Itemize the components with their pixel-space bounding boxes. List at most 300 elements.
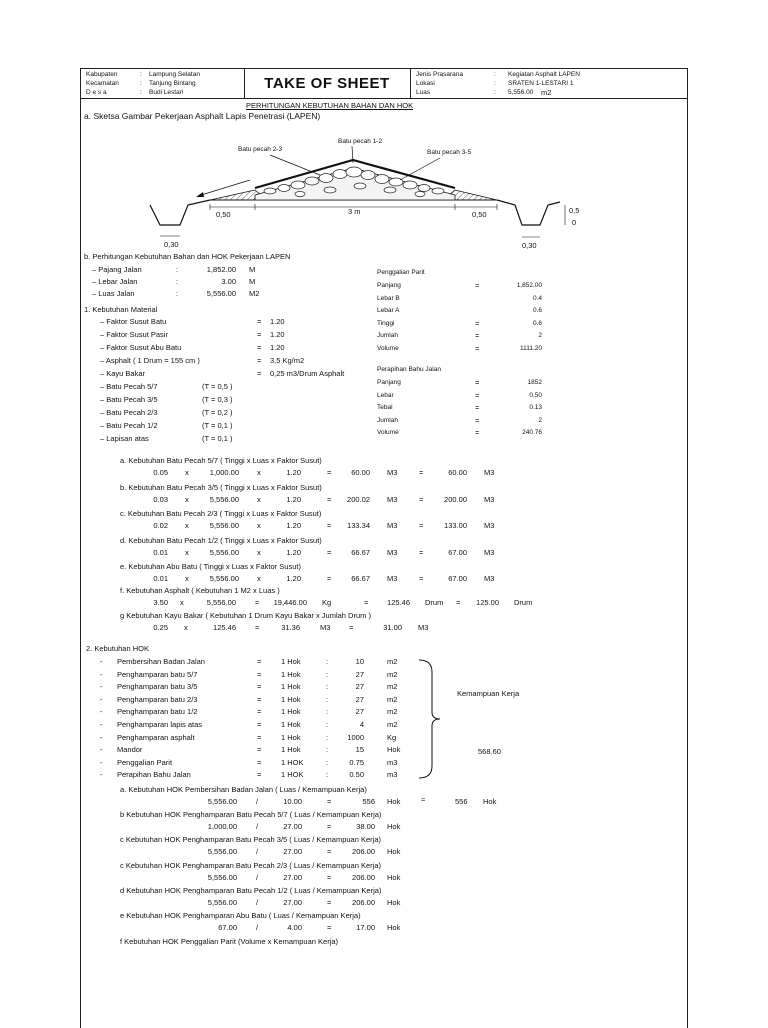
hok-eq: = bbox=[257, 770, 262, 780]
calc-value: 67.00 bbox=[448, 547, 467, 557]
parit-heading: Penggalian Parit bbox=[377, 269, 425, 276]
calc-symbol: x bbox=[184, 623, 188, 632]
calc-value: 200.02 bbox=[347, 494, 370, 504]
calc-symbol: M3 bbox=[484, 547, 495, 557]
hok-calc-symbol: / bbox=[256, 847, 259, 857]
hok-dash: - bbox=[100, 720, 103, 729]
hok-unit: 1 Hok bbox=[281, 682, 301, 692]
hok-dash: - bbox=[100, 732, 103, 742]
calc-symbol: = bbox=[364, 598, 369, 607]
calc-value: 200.00 bbox=[444, 494, 467, 504]
material-label: – Batu Pecah 5/7 bbox=[100, 382, 158, 391]
calc-symbol: x bbox=[257, 494, 261, 504]
hok-label: Penghamparan asphalt bbox=[117, 732, 195, 742]
material-label: – Lapisan atas bbox=[100, 434, 149, 443]
header-colon: : bbox=[494, 71, 496, 78]
hok-dash: - bbox=[100, 694, 103, 704]
calc-heading: g Kebutuhan Kayu Bakar ( Kebutuhan 1 Drum Kayu Bakar x Jumlah Drum ) bbox=[120, 611, 371, 620]
dimension-label: – Lebar Jalan bbox=[92, 277, 138, 286]
calc-symbol: = bbox=[255, 623, 260, 632]
hok-calc-value: 556 bbox=[362, 797, 375, 806]
material-value: 1.20 bbox=[270, 330, 285, 339]
calc-symbol: = bbox=[419, 547, 424, 557]
hok-colon: : bbox=[326, 694, 329, 704]
calc-symbol: = bbox=[419, 494, 424, 504]
calc-value: 1.20 bbox=[286, 547, 301, 557]
hok-calc-value: 5,556.00 bbox=[207, 797, 237, 806]
approx-symbol: ≈ bbox=[421, 795, 426, 804]
material-label: – Kayu Bakar bbox=[100, 369, 146, 378]
material-label: – Batu Pecah 2/3 bbox=[100, 408, 158, 417]
dimension-colon: : bbox=[176, 277, 179, 286]
hok-unit: 1 Hok bbox=[281, 694, 301, 704]
dimension-label: – Luas Jalan bbox=[92, 289, 135, 298]
parit-value: 0.6 bbox=[532, 307, 542, 314]
material-value: 0,25 m3/Drum Asphalt bbox=[270, 369, 345, 378]
hok-unit: 1 Hok bbox=[281, 707, 301, 717]
calc-symbol: M3 bbox=[484, 521, 495, 530]
dimension-value: 5,556.00 bbox=[206, 289, 236, 298]
calc-symbol: M3 bbox=[387, 521, 398, 530]
calc-symbol: x bbox=[185, 521, 189, 530]
hok-capacity: 27 bbox=[355, 707, 364, 717]
hok-calc-value: 556 bbox=[455, 797, 468, 806]
hok-calc-value: 5,556.00 bbox=[207, 847, 237, 857]
hok-calc-symbol: = bbox=[327, 847, 332, 857]
hok-calc-value: 27.00 bbox=[283, 897, 302, 907]
bahu-value: 1852 bbox=[527, 379, 542, 386]
hok-eq: = bbox=[257, 669, 262, 679]
parit-label: Lebar A bbox=[377, 307, 400, 314]
hok-calc-value: 206.00 bbox=[352, 897, 375, 907]
header-colon: : bbox=[140, 71, 142, 78]
header-left-label: Kabupaten bbox=[86, 71, 118, 78]
bahu-value: 240.76 bbox=[522, 429, 542, 436]
hok-calc-value: 5,556.00 bbox=[207, 872, 237, 882]
hok-capacity: 4 bbox=[359, 720, 364, 729]
parit-label: Lebar B bbox=[377, 294, 400, 302]
shoulder-left bbox=[210, 190, 262, 200]
calc-symbol: = bbox=[327, 494, 332, 504]
hok-colon: : bbox=[326, 707, 329, 717]
hok-heading: 2. Kebutuhan HOK bbox=[86, 644, 149, 653]
calc-value: 1.20 bbox=[286, 521, 301, 530]
header-left-value: Lampung Selatan bbox=[149, 71, 200, 78]
dimension-value: 1,852.00 bbox=[206, 265, 236, 274]
calc-value: 133.00 bbox=[444, 521, 467, 530]
header-right-label: Lokasi bbox=[416, 80, 435, 87]
calc-symbol: x bbox=[257, 468, 261, 477]
header-right-value: 5,556.00 bbox=[508, 89, 534, 96]
hok-unit: 1 Hok bbox=[281, 669, 301, 679]
header-right-label: Luas bbox=[416, 89, 431, 96]
calc-value: 125.46 bbox=[213, 623, 236, 632]
hok-calc-heading: e Kebutuhan HOK Penghamparan Abu Batu ( Luas / Kemampuan Kerja) bbox=[120, 911, 361, 920]
calc-value: 19,446.00 bbox=[273, 598, 307, 607]
calc-value: 60.00 bbox=[351, 468, 370, 477]
hok-calc-symbol: = bbox=[327, 923, 332, 932]
calc-symbol: x bbox=[257, 574, 261, 583]
calc-value: 5,556.00 bbox=[209, 574, 239, 583]
hok-calc-value: 206.00 bbox=[352, 872, 375, 882]
dimension-colon: : bbox=[176, 289, 179, 298]
calc-value: 125.46 bbox=[387, 598, 410, 607]
hok-capacity: 10 bbox=[355, 657, 364, 666]
calc-value: 0.25 bbox=[153, 623, 168, 632]
hok-calc-value: 4.00 bbox=[287, 923, 302, 932]
section-b-heading: b. Perhitungan Kebutuhan Bahan dan HOK Pekerjaan LAPEN bbox=[84, 252, 291, 261]
material-value: 1.20 bbox=[270, 317, 285, 326]
hok-calc-heading: c Kebutuhan HOK Penghamparan Batu Pecah 2/3 ( Luas / Kemampuan Kerja) bbox=[120, 860, 381, 870]
hok-colon: : bbox=[326, 757, 329, 767]
calc-symbol: M3 bbox=[387, 468, 398, 477]
calc-symbol: = bbox=[456, 598, 461, 607]
hok-dash: - bbox=[100, 707, 103, 717]
calc-symbol: Drum bbox=[514, 598, 533, 607]
material-value: 3,5 Kg/m2 bbox=[270, 356, 305, 365]
hok-capacity-unit: m2 bbox=[387, 669, 398, 679]
parit-label: Tinggi bbox=[377, 319, 395, 327]
header-right-value: Kegiatan Asphalt LAPEN bbox=[508, 71, 580, 78]
calc-symbol: = bbox=[327, 547, 332, 557]
hok-capacity-unit: m3 bbox=[387, 770, 398, 780]
hok-unit: 1 HOK bbox=[281, 770, 304, 780]
hok-capacity: 1000 bbox=[347, 732, 364, 742]
calc-heading: c. Kebutuhan Batu Pecah 2/3 ( Tinggi x Luas x Faktor Susut) bbox=[120, 509, 322, 518]
calc-symbol: = bbox=[327, 574, 332, 583]
hok-calc-unit: Hok bbox=[483, 797, 497, 806]
hok-colon: : bbox=[326, 682, 329, 692]
hok-calc-symbol: Hok bbox=[387, 797, 401, 806]
hok-unit: 1 Hok bbox=[281, 745, 301, 755]
calc-value: 5,556.00 bbox=[209, 547, 239, 557]
leader-batu-3-5 bbox=[400, 158, 440, 180]
bahu-heading: Perapihan Bahu Jalan bbox=[377, 366, 441, 373]
calc-symbol: = bbox=[419, 521, 424, 530]
hok-capacity-unit: m2 bbox=[387, 707, 398, 717]
calc-value: 66.67 bbox=[351, 574, 370, 583]
header-colon: : bbox=[140, 89, 142, 96]
bahu-eq: = bbox=[475, 378, 480, 387]
calc-symbol: M3 bbox=[484, 494, 495, 504]
slope-arrow-head bbox=[196, 192, 204, 197]
hok-calc-value: 206.00 bbox=[352, 847, 375, 857]
bahu-label: Panjang bbox=[377, 379, 401, 386]
hok-calc-symbol: = bbox=[327, 897, 332, 907]
calc-symbol: = bbox=[349, 623, 354, 632]
parit-label: Panjang bbox=[377, 282, 401, 289]
calc-symbol: x bbox=[185, 547, 189, 557]
calc-symbol: M3 bbox=[387, 574, 398, 583]
hok-label: Penghamparan batu 3/5 bbox=[117, 682, 198, 692]
hok-calc-heading: c Kebutuhan HOK Penghamparan Batu Pecah 3/5 ( Luas / Kemampuan Kerja) bbox=[120, 835, 381, 845]
hok-capacity-unit: m2 bbox=[387, 682, 398, 692]
parit-label: Jumlah bbox=[377, 332, 398, 339]
dim-3m: 3 m bbox=[348, 207, 361, 216]
parit-value: 1,852.00 bbox=[516, 282, 542, 289]
hok-capacity-unit: Hok bbox=[387, 745, 401, 755]
hok-dash: - bbox=[100, 745, 103, 755]
hok-label: Perapihan Bahu Jalan bbox=[117, 770, 191, 780]
calc-symbol: Drum bbox=[425, 598, 444, 607]
calc-symbol: x bbox=[180, 598, 184, 607]
hok-unit: 1 Hok bbox=[281, 657, 301, 666]
material-thickness: (T = 0,5 ) bbox=[202, 382, 233, 391]
calc-heading: a. Kebutuhan Batu Pecah 5/7 ( Tinggi x Luas x Faktor Susut) bbox=[120, 456, 322, 465]
dimension-value: 3.00 bbox=[221, 277, 236, 286]
material-label: – Faktor Susut Batu bbox=[100, 317, 167, 326]
calc-heading: b. Kebutuhan Batu Pecah 3/5 ( Tinggi x Luas x Faktor Susut) bbox=[120, 482, 322, 492]
hok-calc-symbol: = bbox=[327, 797, 332, 806]
hok-calc-symbol: Hok bbox=[387, 897, 401, 907]
hok-calc-heading: b Kebutuhan HOK Penghamparan Batu Pecah 5/7 ( Luas / Kemampuan Kerja) bbox=[120, 810, 382, 820]
material-heading: 1. Kebutuhan Material bbox=[84, 305, 158, 314]
hok-calc-value: 38.00 bbox=[356, 822, 375, 832]
hok-calc-symbol: = bbox=[327, 872, 332, 882]
hok-calc-value: 27.00 bbox=[283, 872, 302, 882]
calc-symbol: = bbox=[419, 468, 424, 477]
hok-calc-symbol: = bbox=[327, 822, 332, 832]
calc-value: 5,556.00 bbox=[209, 521, 239, 530]
hok-colon: : bbox=[326, 657, 329, 666]
hok-colon: : bbox=[326, 732, 329, 742]
hok-eq: = bbox=[257, 720, 262, 729]
material-label: – Asphalt ( 1 Drum = 155 cm ) bbox=[100, 356, 200, 365]
calc-symbol: M3 bbox=[320, 623, 331, 632]
hok-capacity-unit: Kg bbox=[387, 732, 397, 742]
hok-eq: = bbox=[257, 732, 262, 742]
material-eq: = bbox=[257, 369, 262, 378]
calc-value: 0.02 bbox=[153, 521, 168, 530]
calc-symbol: = bbox=[327, 468, 332, 477]
hok-calc-value: 17.00 bbox=[356, 923, 375, 932]
hok-unit: 1 HOK bbox=[281, 757, 304, 767]
hok-capacity: 27 bbox=[355, 694, 364, 704]
calc-heading: e. Kebutuhan Abu Batu ( Tinggi x Luas x Faktor Susut) bbox=[120, 562, 301, 571]
calc-value: 31.00 bbox=[383, 623, 402, 632]
calc-value: 133.34 bbox=[347, 521, 370, 530]
calc-value: 1,000.00 bbox=[209, 468, 239, 477]
calc-symbol: M3 bbox=[418, 623, 429, 632]
bahu-eq: = bbox=[475, 428, 480, 437]
hok-calc-heading: a. Kebutuhan HOK Pembersihan Badan Jalan ( Luas / Kemampuan Kerja) bbox=[120, 785, 367, 794]
calc-symbol: = bbox=[327, 521, 332, 530]
material-label: – Faktor Susut Pasir bbox=[100, 330, 168, 339]
parit-eq: = bbox=[475, 318, 480, 328]
calc-symbol: M3 bbox=[484, 574, 495, 583]
hok-calc-value: 1,000.00 bbox=[207, 822, 237, 832]
header-right-unit: m2 bbox=[541, 88, 552, 97]
dimension-unit: M bbox=[249, 265, 256, 274]
dim-0-5: 0,5 bbox=[569, 206, 580, 215]
hok-label: Penghamparan batu 1/2 bbox=[117, 707, 198, 717]
hok-colon: : bbox=[326, 770, 329, 780]
parit-eq: = bbox=[475, 343, 480, 353]
calc-symbol: x bbox=[185, 574, 189, 583]
hok-calc-value: 27.00 bbox=[283, 847, 302, 857]
hok-calc-symbol: / bbox=[256, 797, 259, 806]
dimension-colon: : bbox=[176, 265, 179, 274]
hok-eq: = bbox=[257, 757, 262, 767]
calc-value: 5,556.00 bbox=[209, 494, 239, 504]
page-title: TAKE OF SHEET bbox=[264, 75, 390, 92]
hok-calc-symbol: / bbox=[256, 822, 259, 832]
material-label: – Faktor Susut Abu Batu bbox=[100, 343, 182, 352]
label-batu-pecah-2-3: Batu pecah 2-3 bbox=[238, 146, 283, 153]
header-left-value: Budi Lestari bbox=[149, 89, 184, 96]
hok-eq: = bbox=[257, 682, 262, 692]
hok-dash: - bbox=[100, 682, 103, 692]
hok-calc-symbol: Hok bbox=[387, 872, 401, 882]
hok-capacity: 15 bbox=[355, 745, 364, 755]
calc-value: 3.50 bbox=[153, 598, 168, 607]
hok-calc-symbol: / bbox=[256, 897, 259, 907]
material-thickness: (T = 0,2 ) bbox=[202, 408, 233, 417]
calc-heading: f. Kebutuhan Asphalt ( Kebutuhan 1 M2 x Luas ) bbox=[120, 586, 280, 595]
hok-eq: = bbox=[257, 657, 262, 666]
dimension-unit: M2 bbox=[249, 289, 260, 298]
calc-value: 125.00 bbox=[476, 598, 499, 607]
material-thickness: (T = 0,3 ) bbox=[202, 395, 233, 404]
dimension-label: – Pajang Jalan bbox=[92, 265, 142, 274]
header-left-label: D e s a bbox=[86, 89, 107, 96]
hok-label: Penghamparan lapis atas bbox=[117, 720, 203, 729]
dim-0-50-left: 0,50 bbox=[216, 210, 231, 219]
hok-capacity-unit: m2 bbox=[387, 720, 398, 729]
material-eq: = bbox=[257, 317, 262, 326]
header-colon: : bbox=[140, 80, 142, 87]
section-subtitle: PERHITUNGAN KEBUTUHAN BAHAN DAN HOK bbox=[246, 101, 414, 110]
calc-heading: d. Kebutuhan Batu Pecah 1/2 ( Tinggi x Luas x Faktor Susut) bbox=[120, 535, 322, 545]
calc-value: 0.03 bbox=[153, 494, 168, 504]
hok-total: 568.60 bbox=[478, 747, 501, 756]
hok-unit: 1 Hok bbox=[281, 720, 301, 729]
sketch-heading: a. Sketsa Gambar Pekerjaan Asphalt Lapis Penetrasi (LAPEN) bbox=[84, 111, 321, 121]
hok-dash: - bbox=[100, 770, 103, 780]
leader-batu-2-3 bbox=[270, 155, 320, 175]
parit-label: Volume bbox=[377, 344, 399, 352]
hok-label: Penghamparan batu 2/3 bbox=[117, 694, 198, 704]
hok-label: Penghamparan batu 5/7 bbox=[117, 669, 198, 679]
hok-calc-value: 5,556.00 bbox=[207, 897, 237, 907]
calc-value: 0.01 bbox=[153, 547, 168, 557]
ditch-right bbox=[497, 200, 560, 225]
calc-value: 60.00 bbox=[448, 468, 467, 477]
material-label: – Batu Pecah 1/2 bbox=[100, 421, 158, 430]
calc-value: 1.20 bbox=[286, 494, 301, 504]
hok-capacity: 0.75 bbox=[349, 757, 364, 767]
bahu-value: 0.50 bbox=[529, 391, 542, 399]
calc-value: 0.01 bbox=[153, 574, 168, 583]
hok-eq: = bbox=[257, 694, 262, 704]
hok-label: Pembersihan Badan Jalan bbox=[117, 657, 205, 666]
header-left-label: Kecamatan bbox=[86, 80, 119, 87]
header-right-value: SRATEN 1-LESTARI 1 bbox=[508, 80, 574, 87]
calc-value: 1.20 bbox=[286, 468, 301, 477]
bahu-eq: = bbox=[475, 403, 480, 412]
dim-0-50-right: 0,50 bbox=[472, 210, 487, 219]
hok-calc-symbol: Hok bbox=[387, 847, 401, 857]
bahu-eq: = bbox=[475, 390, 480, 400]
parit-value: 2 bbox=[538, 332, 542, 339]
hok-eq: = bbox=[257, 707, 262, 717]
calc-value: 0.05 bbox=[153, 468, 168, 477]
material-thickness: (T = 0,1 ) bbox=[202, 434, 233, 443]
kemampuan-kerja-label: Kemampuan Kerja bbox=[457, 689, 520, 698]
material-eq: = bbox=[257, 330, 262, 339]
hok-label: Mandor bbox=[117, 745, 143, 755]
hok-colon: : bbox=[326, 720, 329, 729]
parit-value: 0.4 bbox=[532, 294, 542, 302]
hok-calc-symbol: Hok bbox=[387, 923, 401, 932]
hok-bracket bbox=[419, 660, 440, 778]
material-thickness: (T = 0,1 ) bbox=[202, 421, 233, 430]
calc-symbol: M3 bbox=[387, 547, 398, 557]
calc-symbol: x bbox=[185, 494, 189, 504]
hok-capacity: 27 bbox=[355, 669, 364, 679]
header-right-label: Jenis Prasarana bbox=[416, 71, 463, 78]
bahu-label: Tebal bbox=[377, 404, 393, 411]
calc-symbol: = bbox=[255, 598, 260, 607]
hok-capacity-unit: m2 bbox=[387, 694, 398, 704]
material-eq: = bbox=[257, 343, 262, 352]
material-eq: = bbox=[257, 356, 262, 365]
hok-colon: : bbox=[326, 669, 329, 679]
hok-capacity: 27 bbox=[355, 682, 364, 692]
header-colon: : bbox=[494, 80, 496, 87]
label-batu-pecah-3-5: Batu pecah 3-5 bbox=[427, 149, 472, 156]
hok-label: Penggalian Parit bbox=[117, 757, 173, 767]
bahu-value: 0.13 bbox=[529, 404, 542, 411]
calc-symbol: Kg bbox=[322, 598, 332, 607]
material-value: 1.20 bbox=[270, 343, 285, 352]
bahu-label: Volume bbox=[377, 429, 399, 436]
calc-symbol: = bbox=[419, 574, 424, 583]
calc-value: 66.67 bbox=[351, 547, 370, 557]
hok-capacity-unit: m3 bbox=[387, 757, 398, 767]
hok-capacity-unit: m2 bbox=[387, 657, 398, 666]
hok-capacity: 0.50 bbox=[349, 770, 364, 780]
calc-value: 1.20 bbox=[286, 574, 301, 583]
hok-dash: - bbox=[100, 669, 103, 679]
ditch-left bbox=[150, 200, 210, 225]
header-colon: : bbox=[494, 89, 496, 96]
calc-symbol: M3 bbox=[484, 468, 495, 477]
hok-calc-heading: d Kebutuhan HOK Penghamparan Batu Pecah 1/2 ( Luas / Kemampuan Kerja) bbox=[120, 885, 382, 895]
hok-calc-value: 10.00 bbox=[283, 797, 302, 806]
hok-calc-value: 67.00 bbox=[218, 923, 237, 932]
bahu-value: 2 bbox=[538, 416, 542, 424]
label-batu-pecah-1-2: Batu pecah 1-2 bbox=[338, 138, 383, 145]
hok-calc-heading: f Kebutuhan HOK Penggalian Parit (Volume x Kemampuan Kerja) bbox=[120, 937, 339, 946]
bahu-eq: = bbox=[475, 415, 480, 425]
hok-eq: = bbox=[257, 745, 262, 755]
calc-value: 5,556.00 bbox=[206, 598, 236, 607]
material-label: – Batu Pecah 3/5 bbox=[100, 395, 158, 404]
hok-calc-symbol: Hok bbox=[387, 822, 401, 832]
hok-calc-value: 27.00 bbox=[283, 822, 302, 832]
calc-symbol: M3 bbox=[387, 494, 398, 504]
parit-eq: = bbox=[475, 281, 480, 290]
calc-symbol: x bbox=[257, 521, 261, 530]
bahu-label: Jumlah bbox=[377, 416, 398, 424]
calc-symbol: x bbox=[257, 547, 261, 557]
parit-eq: = bbox=[475, 331, 480, 340]
dim-0: 0 bbox=[572, 218, 577, 227]
calc-value: 31.36 bbox=[281, 623, 300, 632]
parit-value: 0.6 bbox=[532, 319, 542, 327]
bahu-label: Lebar bbox=[377, 391, 394, 399]
